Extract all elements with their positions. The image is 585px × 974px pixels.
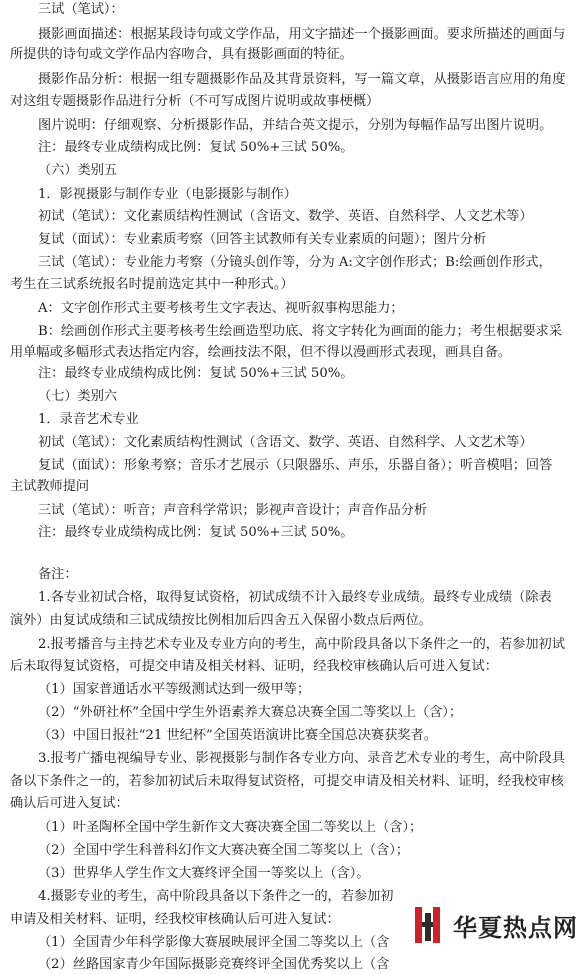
note-line: 注：最终专业成绩构成比例：复试 50%+三试 50%。 [38,140,354,155]
list-item: （1）全国青少年科学影像大赛展映展评全国二等奖以上（含 [38,935,390,950]
text-line: A：文字创作形式主要考核考生文字表达、视听叙事构思能力； [38,301,404,316]
list-item: （2）丝路国家青少年国际摄影竞赛终评全国优秀奖以上（含 [38,957,390,972]
text-line: 图片说明：仔细观察、分析摄影作品，并结合英文提示，分别为每幅作品写出图片说明。 [38,118,553,133]
list-item: （3）世界华人学生作文大赛终评全国一等奖以上（含）。 [38,866,370,881]
text-line: 1.各专业初试合格，取得复试资格，初试成绩不计入最终专业成绩。最终专业成绩（除表 [38,590,552,605]
list-item: （3）中国日报社“21 世纪杯”全国英语演讲比赛全国总决赛获奖者。 [38,728,437,743]
text-line: 所提供的诗句或文学作品内容吻合，具有摄影画面的特征。 [10,47,353,62]
text-line: 摄影画面描述：根据某段诗句或文学作品，用文字描述一个摄影画面。要求所描述的画面与 [38,27,566,42]
text-line: 后未取得复试资格，可提交申请及相关材料、证明，经我校审核确认后可进入复试： [10,659,498,674]
text-line: 申请及相关材料、证明，经我校审核确认后可进入复试： [10,912,340,927]
text-line: 4.摄影专业的考生，高中阶段具备以下条件之一的，若参加初 [38,889,394,904]
list-item: （2）全国中学生科普科幻作文大赛决赛全国二等奖以上（含）； [38,843,410,858]
note-line: 注：最终专业成绩构成比例：复试 50%+三试 50%。 [38,366,354,381]
section-heading: （七）类别六 [38,389,118,404]
watermark-text: 华夏热点网 [453,913,578,942]
text-line: 初试（笔试）：文化素质结构性测试（含语文、数学、英语、自然科学、人文艺术等） [38,435,533,450]
huaxia-logo-icon [413,905,443,945]
text-line: 三试（笔试）： [38,2,124,17]
note-line: 注：最终专业成绩构成比例：复试 50%+三试 50%。 [38,525,354,540]
subsection-heading: 1．影视摄影与制作专业（电影摄影与制作） [38,187,297,202]
text-line: 对这组专题摄影作品进行分析（不可写成图片说明或故事梗概） [10,94,380,109]
text-line: 主试教师提问 [10,479,90,494]
section-heading: （六）类别五 [38,163,118,178]
subsection-heading: 1．录音艺术专业 [38,412,139,427]
text-line: 三试（笔试）：专业能力考察（分镜头创作等，分为 A:文字创作形式；B:绘画创作形式， [38,255,552,270]
list-item: （2）“外研社杯”全国中学生外语素养大赛总决赛全国二等奖以上（含）； [38,705,463,720]
text-line: 复试（面试）：形象考察；音乐才艺展示（只限器乐、声乐，乐器自备）；听音模唱；回答 [38,458,553,473]
watermark [403,896,585,954]
text-line: 三试（笔试）：听音；声音科学常识；影视声音设计；声音作品分析 [38,503,428,518]
text-line: 摄影作品分析：根据一组专题摄影作品及其背景资料，写一篇文章，从摄影语言应用的角度 [38,72,566,87]
remarks-heading: 备注： [38,567,78,582]
text-line: 初试（笔试）：文化素质结构性测试（含语文、数学、英语、自然科学、人文艺术等） [38,209,533,224]
text-line: 复试（面试）：专业素质考察（回答主试教师有关专业素质的问题）；图片分析 [38,232,487,247]
text-line: 备以下条件之一的，若参加初试后未取得复试资格，可提交申请及相关材料、证明，经我校审核 [10,774,564,789]
list-item: （1）国家普通话水平等级测试达到一级甲等； [38,682,311,697]
text-line: 确认后可进入复试： [10,796,129,811]
text-line: 3.报考广播电视编导专业、影视摄影与制作各专业方向、录音艺术专业的考生，高中阶段具 [38,751,565,766]
text-line: 用单幅或多幅形式表达指定内容，绘画技法不限，但不得以漫画形式表现，画具自备。 [10,345,512,360]
text-line: 考生在三试系统报名时提前选定其中一种形式。） [10,277,294,292]
text-line: B：绘画创作形式主要考核考生绘画造型功底、将文字转化为画面的能力；考生根据要求采 [38,324,562,339]
text-line: 演外）由复试成绩和三试成绩按比例相加后四舍五入保留小数点后两位。 [10,613,432,628]
text-line: 2.报考播音与主持艺术专业及专业方向的考生，高中阶段具备以下条件之一的，若参加初试 [38,637,565,652]
list-item: （1）叶圣陶杯全国中学生新作文大赛决赛全国二等奖以上（含）； [38,820,423,835]
